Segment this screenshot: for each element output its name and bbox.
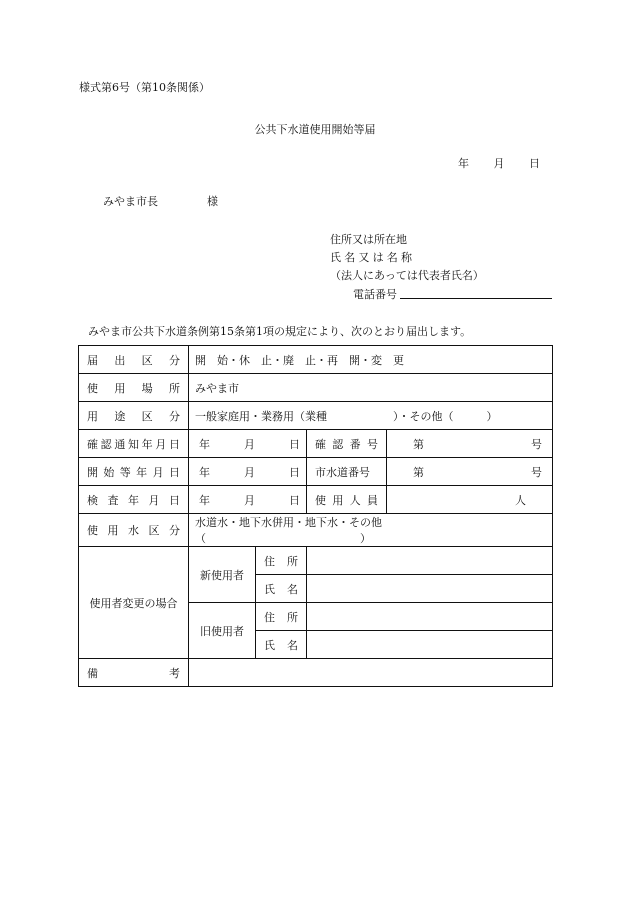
confirm-number-field[interactable]: 第 号	[387, 430, 553, 458]
char: 称	[400, 251, 412, 264]
table-row	[79, 547, 553, 575]
notice-type-options[interactable]: 開 始・休 止・廃 止・再 開・変 更	[189, 346, 553, 374]
table-row	[79, 458, 553, 486]
notification-table	[78, 345, 553, 687]
start-date-field[interactable]: 年 月 日	[189, 458, 307, 486]
remarks-field[interactable]	[189, 659, 553, 687]
submission-date	[458, 155, 540, 171]
date-day-label: 日	[529, 157, 540, 170]
users-count-label: 使 用 人 員	[307, 486, 387, 514]
water-type-label: 使 用 水 区 分	[79, 514, 189, 547]
table-row	[79, 486, 553, 514]
char: は	[372, 251, 384, 264]
applicant-name-label	[330, 249, 412, 265]
old-user-label: 旧使用者	[189, 603, 256, 659]
phone-input-line[interactable]	[400, 298, 552, 299]
old-user-name-field[interactable]	[307, 631, 553, 659]
representative-note: （法人にあっては代表者氏名）	[330, 269, 484, 282]
applicant-address-label: 住所又は所在地	[330, 233, 407, 246]
notice-type-label: 届 出 区 分	[79, 346, 189, 374]
table-row	[79, 402, 553, 430]
table-row	[79, 374, 553, 402]
location-field[interactable]: みやま市	[189, 374, 553, 402]
statement: みやま市公共下水道条例第15条第1項の規定により、次のとおり届出します。	[88, 325, 472, 338]
water-type-options[interactable]: 水道水・地下水併用・地下水・その他（ ）	[189, 514, 553, 547]
phone-label: 電話番号	[353, 288, 397, 301]
char: 氏	[330, 251, 341, 264]
inspection-date-label: 検 査 年 月 日	[79, 486, 189, 514]
water-number-field[interactable]: 第 号	[387, 458, 553, 486]
location-label: 使 用 場 所	[79, 374, 189, 402]
new-user-address-field[interactable]	[307, 547, 553, 575]
water-number-label: 市水道番号	[307, 458, 387, 486]
remarks-label: 備 考	[79, 659, 189, 687]
date-month-label: 月	[493, 157, 505, 170]
confirm-number-label: 確 認 番 号	[307, 430, 387, 458]
new-user-name-label: 氏 名	[256, 575, 307, 603]
char: 名	[386, 251, 398, 264]
table-row	[79, 346, 553, 374]
user-change-label: 使用者変更の場合	[79, 547, 189, 659]
char: 名	[344, 251, 356, 264]
new-user-address-label: 住 所	[256, 547, 307, 575]
char: 又	[358, 251, 370, 264]
purpose-options[interactable]: 一般家庭用・業務用（業種 ）・その他（ ）	[189, 402, 553, 430]
purpose-label: 用 途 区 分	[79, 402, 189, 430]
start-date-label: 開 始 等 年 月 日	[79, 458, 189, 486]
users-count-field[interactable]: 人	[387, 486, 553, 514]
table-row	[79, 430, 553, 458]
date-year-label: 年	[458, 157, 469, 170]
table-row	[79, 514, 553, 547]
inspection-date-field[interactable]: 年 月 日	[189, 486, 307, 514]
table-row	[79, 659, 553, 687]
old-user-name-label: 氏 名	[256, 631, 307, 659]
honorific: 様	[207, 195, 218, 208]
document-title: 公共下水道使用開始等届	[254, 123, 376, 136]
confirm-date-field[interactable]: 年 月 日	[189, 430, 307, 458]
old-user-address-label: 住 所	[256, 603, 307, 631]
confirm-date-label: 確 認 通 知 年 月 日	[79, 430, 189, 458]
old-user-address-field[interactable]	[307, 603, 553, 631]
new-user-name-field[interactable]	[307, 575, 553, 603]
addressee: みやま市長	[103, 195, 158, 208]
form-number: 様式第6号（第10条関係）	[79, 81, 210, 94]
new-user-label: 新使用者	[189, 547, 256, 603]
